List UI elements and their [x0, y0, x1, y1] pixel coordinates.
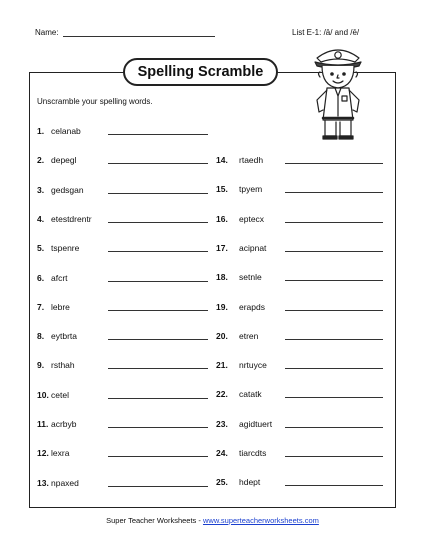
item-number: 12. [37, 448, 49, 459]
list-item [37, 213, 92, 225]
answer-blank[interactable] [108, 486, 208, 487]
answer-blank[interactable] [285, 427, 383, 428]
answer-blank[interactable] [108, 368, 208, 369]
name-field [35, 28, 215, 37]
scrambled-word: hdept [239, 477, 261, 488]
item-number: 7. [37, 301, 45, 312]
police-officer-icon [303, 38, 373, 142]
scrambled-word: agidtuert [239, 418, 273, 429]
item-number: 15. [216, 184, 228, 195]
scrambled-word: rsthah [51, 360, 75, 371]
scrambled-word: eytbrta [51, 331, 77, 342]
list-item [37, 301, 70, 313]
answer-blank[interactable] [285, 222, 383, 223]
scrambled-word: npaxed [51, 477, 79, 488]
answer-blank[interactable] [108, 339, 208, 340]
answer-blank[interactable] [108, 310, 208, 311]
item-number: 14. [216, 155, 228, 165]
answer-blank[interactable] [108, 427, 208, 428]
item-number: 18. [216, 272, 228, 283]
scrambled-word: celanab [51, 126, 81, 136]
item-number: 21. [216, 360, 228, 371]
footer [0, 516, 425, 525]
list-item [37, 154, 77, 166]
scrambled-word: etestdrentr [51, 213, 92, 224]
scrambled-word: tspenre [51, 243, 80, 254]
item-number: 3. [37, 184, 45, 195]
item-number: 22. [216, 389, 228, 400]
list-item [216, 271, 262, 283]
answer-blank[interactable] [108, 398, 208, 399]
answer-blank[interactable] [285, 339, 383, 340]
list-item [37, 389, 69, 401]
item-number: 13. [37, 477, 49, 488]
scrambled-word: acrbyb [51, 419, 77, 429]
item-number: 23. [216, 418, 228, 429]
scrambled-word: lexra [51, 448, 70, 459]
scrambled-word: depegl [51, 155, 77, 166]
item-number: 20. [216, 330, 228, 341]
list-item [216, 476, 261, 488]
item-number: 11. [37, 419, 49, 429]
list-item [216, 359, 267, 371]
list-item [37, 242, 80, 254]
item-number: 25. [216, 477, 228, 488]
scrambled-word: setnle [239, 272, 262, 283]
answer-blank[interactable] [108, 193, 208, 194]
item-number: 6. [37, 272, 45, 283]
list-item [37, 125, 81, 137]
list-item [37, 447, 70, 459]
list-item [216, 242, 267, 254]
item-number: 4. [37, 213, 45, 224]
scrambled-word: nrtuyce [239, 360, 267, 371]
answer-blank[interactable] [285, 192, 383, 193]
scrambled-word: cetel [51, 389, 69, 400]
item-number: 9. [37, 360, 45, 371]
answer-blank[interactable] [285, 397, 383, 398]
footer-text: Super Teacher Worksheets - [106, 516, 203, 525]
list-item [37, 477, 79, 489]
scrambled-word: lebre [51, 301, 70, 312]
instructions: Unscramble your spelling words. [37, 97, 153, 106]
item-number: 8. [37, 331, 45, 342]
list-item [216, 447, 267, 459]
footer-link[interactable]: www.superteacherworksheets.com [202, 516, 319, 525]
answer-blank[interactable] [285, 280, 383, 281]
answer-blank[interactable] [285, 485, 383, 486]
item-number: 5. [37, 243, 45, 254]
list-item [216, 330, 259, 342]
answer-blank[interactable] [108, 456, 208, 457]
worksheet-title: Spelling Scramble [123, 58, 278, 86]
answer-blank[interactable] [285, 456, 383, 457]
list-item [216, 301, 265, 313]
answer-blank[interactable] [285, 368, 383, 369]
list-item [216, 154, 264, 166]
list-item [216, 388, 262, 400]
name-label: Name: [35, 28, 59, 37]
answer-blank[interactable] [285, 310, 383, 311]
scrambled-word: gedsgan [51, 184, 84, 195]
scrambled-word: acipnat [239, 242, 267, 253]
answer-blank[interactable] [108, 134, 208, 135]
scrambled-word: tiarcdts [239, 448, 267, 458]
item-number: 17. [216, 242, 228, 253]
scrambled-word: eptecx [239, 213, 265, 224]
list-item [216, 213, 265, 225]
list-item [37, 330, 77, 342]
scrambled-word: catatk [239, 389, 262, 400]
answer-blank[interactable] [108, 281, 208, 282]
scrambled-word: etren [239, 330, 259, 341]
answer-blank[interactable] [285, 163, 383, 164]
item-number: 10. [37, 389, 49, 400]
list-item [37, 418, 77, 430]
list-item [37, 184, 84, 196]
item-number: 19. [216, 301, 228, 312]
list-item [37, 359, 75, 371]
list-label: List E-1: /ā/ and /ē/ [292, 28, 360, 37]
scrambled-word: afcrt [51, 272, 68, 283]
answer-blank[interactable] [108, 251, 208, 252]
item-number: 24. [216, 448, 228, 458]
item-number: 16. [216, 213, 228, 224]
answer-blank[interactable] [285, 251, 383, 252]
scrambled-word: tpyem [239, 184, 263, 195]
scrambled-word: rtaedh [239, 155, 264, 165]
item-number: 1. [37, 126, 45, 136]
list-item [37, 272, 68, 284]
list-item [216, 418, 273, 430]
scrambled-word: erapds [239, 301, 265, 312]
item-number: 2. [37, 155, 45, 166]
answer-blank[interactable] [108, 163, 208, 164]
name-blank-line[interactable] [63, 28, 215, 37]
list-item [216, 183, 263, 195]
answer-blank[interactable] [108, 222, 208, 223]
